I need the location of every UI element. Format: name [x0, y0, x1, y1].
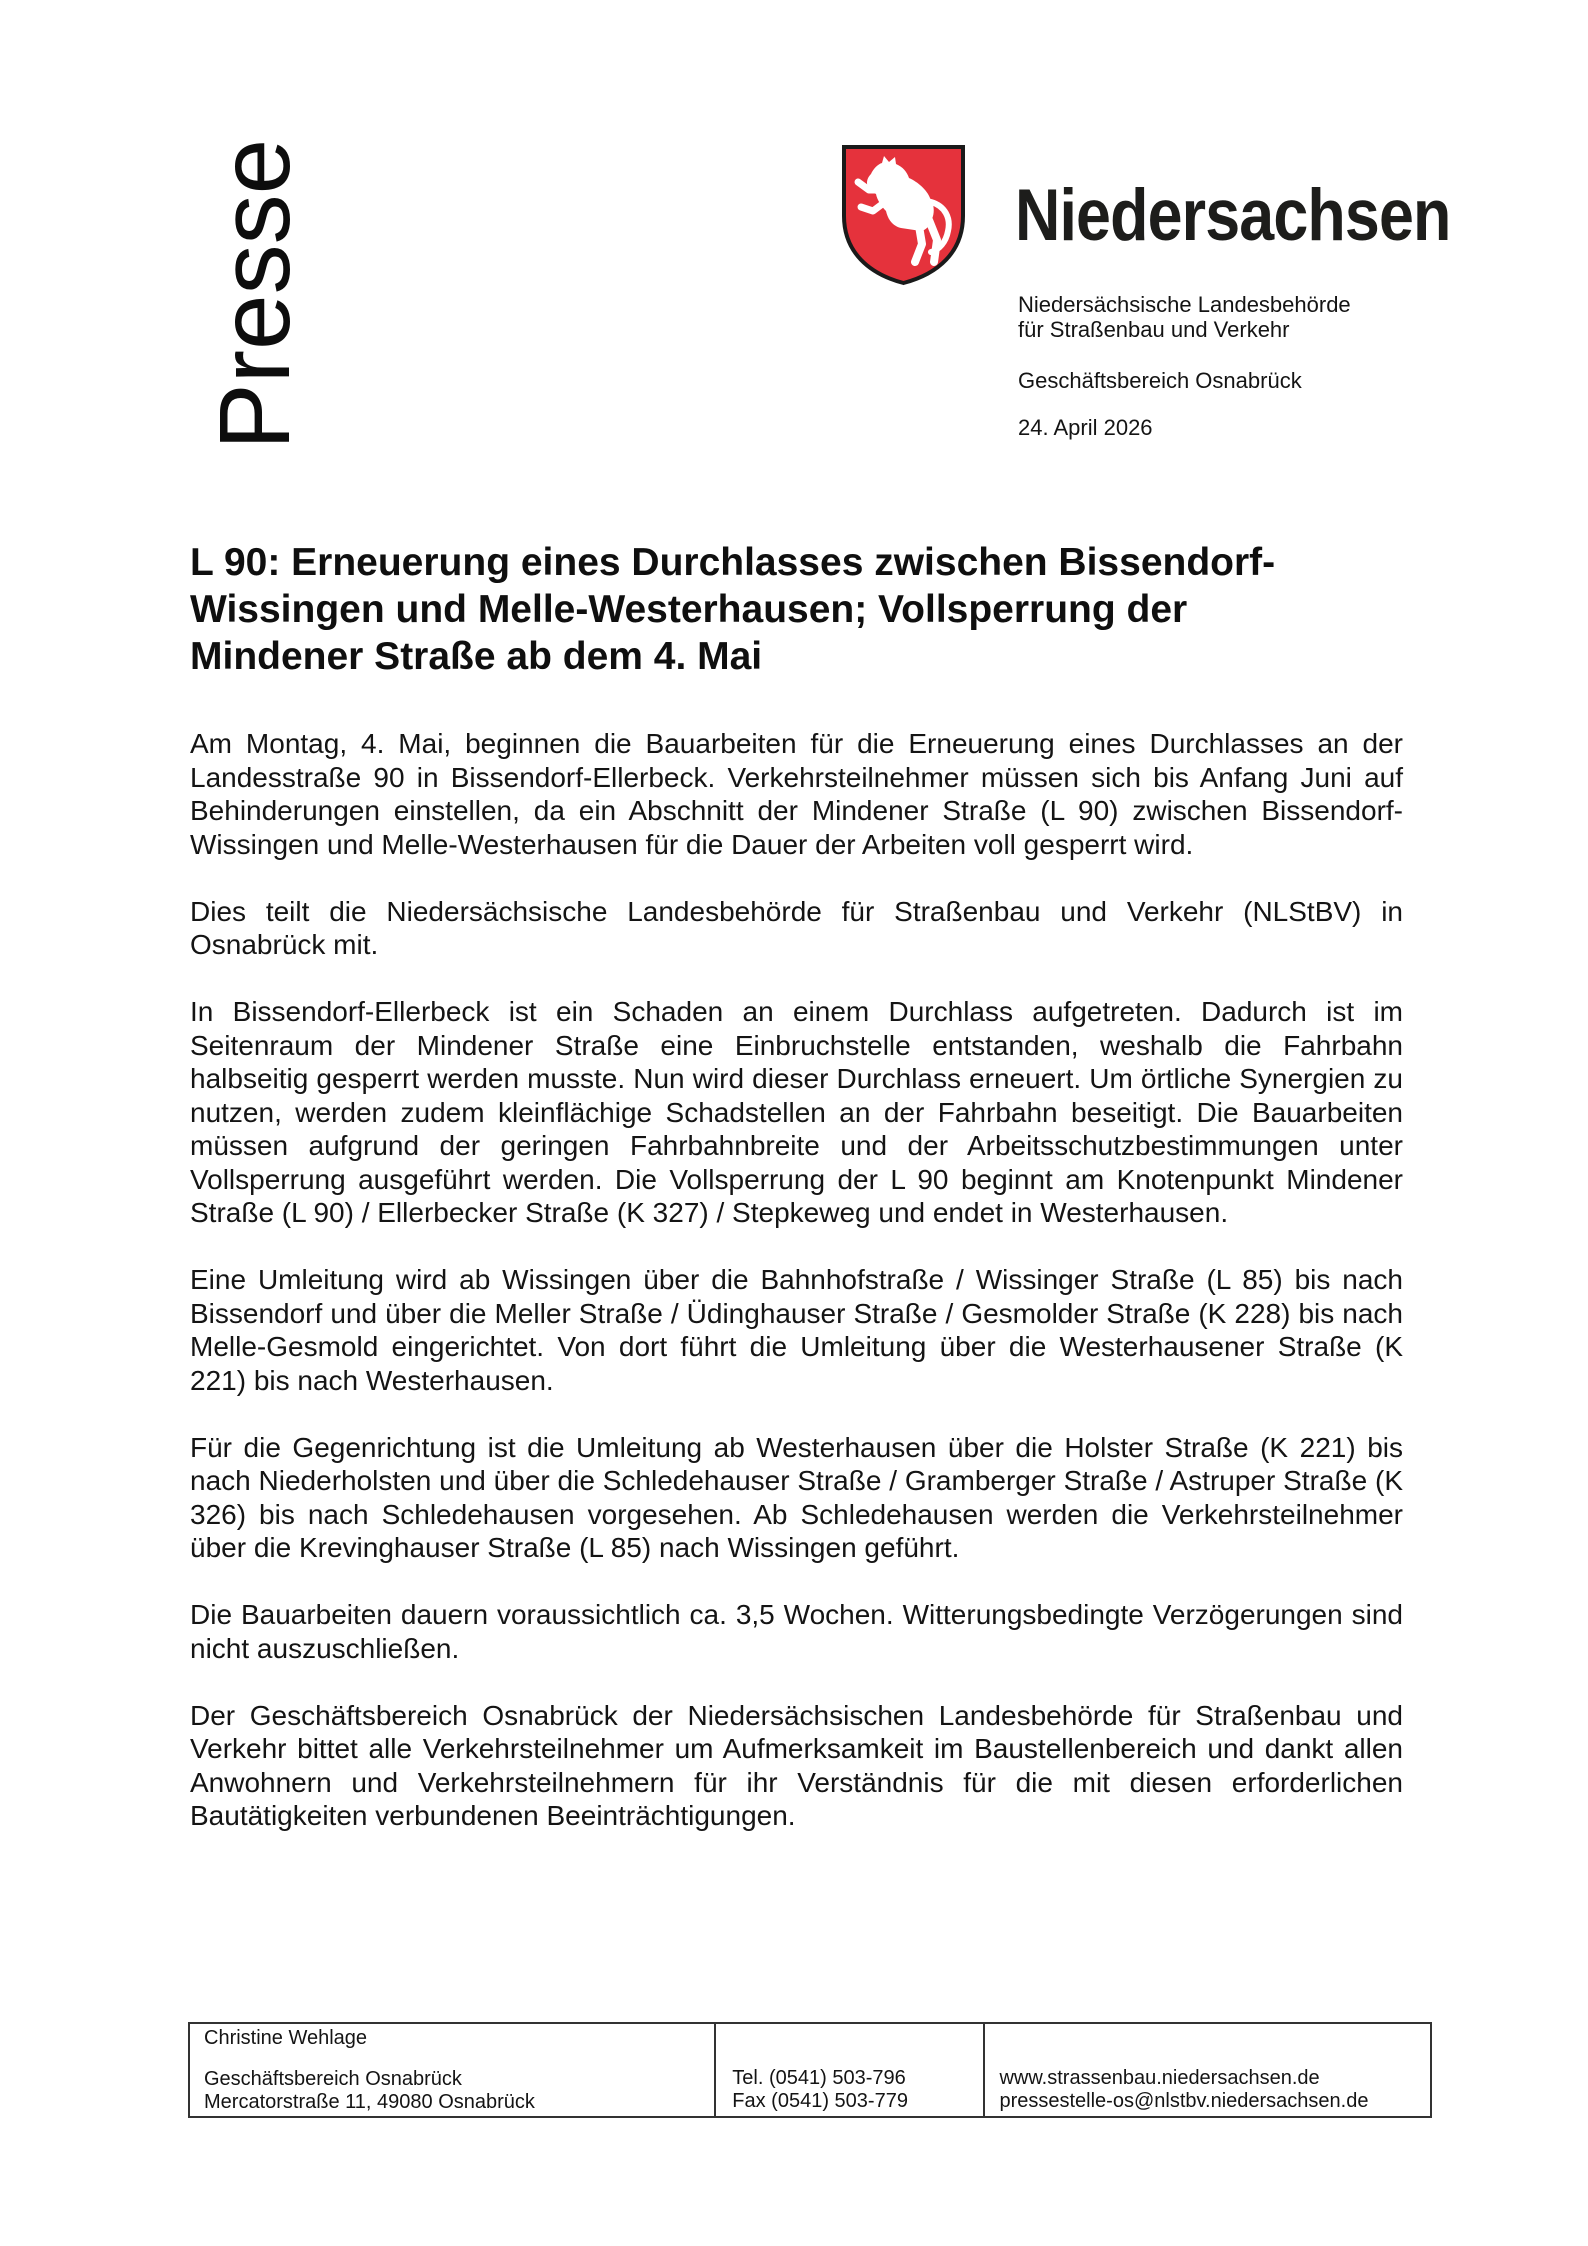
contact-office: Geschäftsbereich Osnabrück	[204, 2068, 462, 2090]
press-release-title	[190, 539, 1450, 680]
paragraph-4: Eine Umleitung wird ab Wissingen über die Bahnhofstraße / Wissinger Straße (L 85) bis nach Bissendorf und über die Meller Straße / Üdinghauser Straße / Gesmolder Straße (K 228) bis nach Melle-Gesmold eingerichtet. Von dort führt die Umleitung über die Westerhausener Straße (K 221) bis nach Westerhausen.	[190, 1264, 1403, 1396]
presse-banner: Presse	[199, 138, 311, 450]
contact-fax: Fax (0541) 503-779	[732, 2090, 908, 2112]
contact-email: pressestelle-os@nlstbv.niedersachsen.de	[999, 2090, 1369, 2112]
contact-street-address: Mercatorstraße 11, 49080 Osnabrück	[204, 2091, 535, 2113]
agency-block	[1018, 292, 1351, 440]
paragraph-2: Dies teilt die Niedersächsische Landesbehörde für Straßenbau und Verkehr (NLStBV) in Osnabrück mit.	[190, 895, 1403, 960]
title-line-3: Mindener Straße ab dem 4. Mai	[190, 635, 763, 678]
contact-table	[188, 2022, 1432, 2118]
title-line-1: L 90: Erneuerung eines Durchlasses zwischen Bissendorf-	[190, 541, 1276, 584]
agency-division: Geschäftsbereich Osnabrück	[1018, 368, 1302, 393]
niedersachsen-wordmark: Niedersachsen	[1015, 175, 1451, 256]
agency-name-line2: für Straßenbau und Verkehr	[1018, 317, 1290, 342]
paragraph-7: Der Geschäftsbereich Osnabrück der Niedersächsischen Landesbehörde für Straßenbau und Verkehr bittet alle Verkehrsteilnehmer um Aufmerksamkeit im Baustellenbereich und dankt allen Anwohnern und Verkehrsteilnehmern für ihr Verständnis für die mit diesen erforderlichen Bautätigkeiten verbundenen Beeinträchtigungen.	[190, 1699, 1403, 1831]
title-line-2: Wissingen und Melle-Westerhausen; Vollsperrung der	[190, 588, 1188, 631]
contact-name: Christine Wehlage	[204, 2027, 368, 2049]
paragraph-1: Am Montag, 4. Mai, beginnen die Bauarbeiten für die Erneuerung eines Durchlasses an der Landesstraße 90 in Bissendorf-Ellerbeck. Verkehrsteilnehmer müssen sich bis Anfang Juni auf Behinderungen einstellen, da ein Abschnitt der Mindener Straße (L 90) zwischen Bissendorf-Wissingen und Melle-Westerhausen für die Dauer der Arbeiten voll gesperrt wird.	[190, 728, 1403, 860]
contact-website: www.strassenbau.niedersachsen.de	[999, 2067, 1320, 2089]
contact-cell-address	[190, 2024, 714, 2116]
contact-spacer	[204, 2050, 704, 2068]
contact-cell-web	[983, 2024, 1430, 2116]
paragraph-3: In Bissendorf-Ellerbeck ist ein Schaden an einem Durchlass aufgetreten. Dadurch ist im Seitenraum der Mindener Straße eine Einbruchstelle entstanden, weshalb die Fahrbahn halbseitig gesperrt werden musste. Nun wird dieser Durchlass erneuert. Um örtliche Synergien zu nutzen, werden zudem kleinflächige Schadstellen an der Fahrbahn beseitigt. Die Bauarbeiten müssen aufgrund der geringen Fahrbahnbreite und der Arbeitsschutzbestimmungen unter Vollsperrung ausgeführt werden. Die Vollsperrung der L 90 beginnt am Knotenpunkt Mindener Straße (L 90) / Ellerbecker Straße (K 327) / Stepkeweg und endet in Westerhausen.	[190, 996, 1403, 1228]
press-release-body	[190, 727, 1403, 1866]
agency-name-line1: Niedersächsische Landesbehörde	[1018, 292, 1351, 317]
agency-name	[1018, 292, 1351, 342]
contact-cell-phone	[714, 2024, 983, 2116]
niedersachsen-coat-of-arms	[835, 140, 972, 290]
paragraph-6: Die Bauarbeiten dauern voraussichtlich ca. 3,5 Wochen. Witterungsbedingte Verzögerungen sind nicht auszuschließen.	[190, 1599, 1403, 1664]
paragraph-5: Für die Gegenrichtung ist die Umleitung ab Westerhausen über die Holster Straße (K 221) bis nach Niederholsten und über die Schledehauser Straße / Gramberger Straße / Astruper Straße (K 326) bis nach Schledehausen vorgesehen. Ab Schledehausen werden die Verkehrsteilnehmer über die Krevinghauser Straße (L 85) nach Wissingen geführt.	[190, 1431, 1403, 1563]
contact-tel: Tel. (0541) 503-796	[732, 2067, 906, 2089]
press-release-date: 24. April 2026	[1018, 415, 1153, 440]
